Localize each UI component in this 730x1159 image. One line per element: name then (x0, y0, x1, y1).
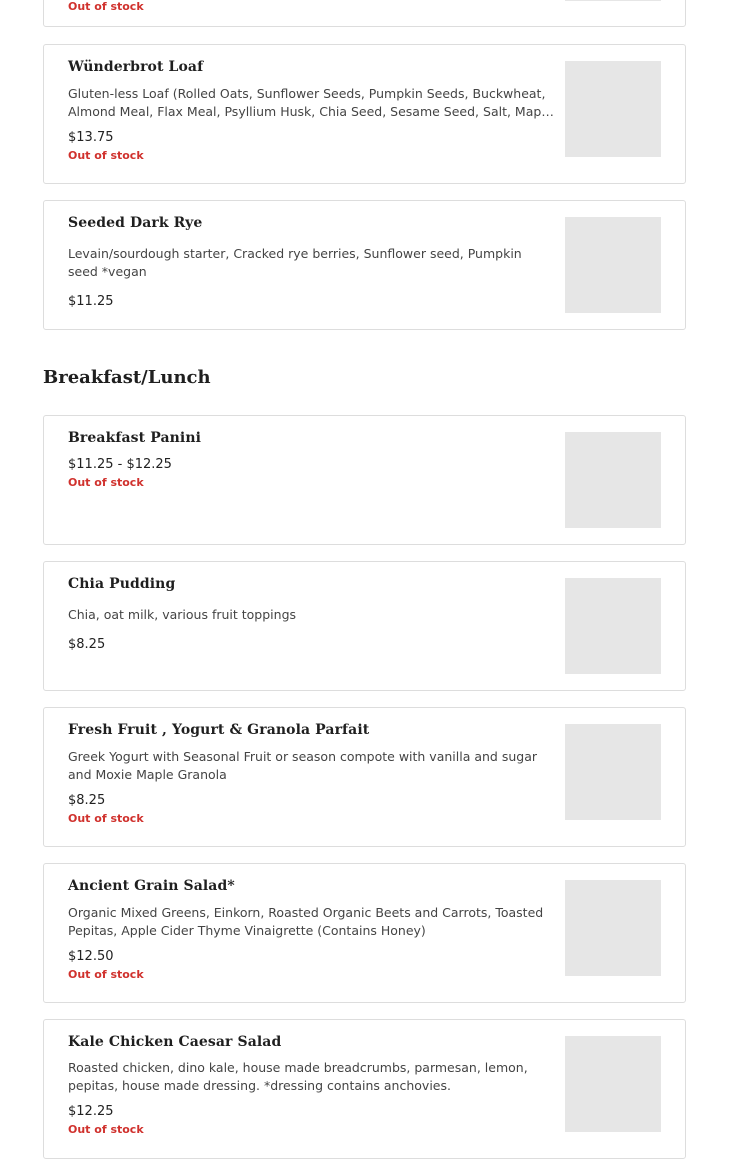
item-description: Levain/sourdough starter, Cracked rye berries, Sunflower seed, Pumpkin seed *vegan (68, 246, 522, 279)
item-name: Chia Pudding (68, 576, 176, 592)
item-price: $8.25 (68, 793, 106, 808)
item-name: Seeded Dark Rye (68, 215, 203, 231)
menu-item-card-kale-chicken-caesar-salad[interactable] (43, 1019, 686, 1159)
item-name: Wünderbrot Loaf (68, 59, 204, 75)
item-image-placeholder (565, 724, 661, 820)
menu-item-card-ancient-grain-salad[interactable] (43, 863, 686, 1003)
item-name: Breakfast Panini (68, 430, 202, 446)
item-name: Ancient Grain Salad* (68, 878, 235, 894)
item-price: $12.50 (68, 949, 114, 964)
item-image-placeholder (565, 1036, 661, 1132)
out-of-stock-label: Out of stock (68, 476, 144, 489)
menu-item-card-breakfast-panini[interactable] (43, 415, 686, 545)
item-image-placeholder (565, 0, 661, 1)
item-image-placeholder (565, 61, 661, 157)
out-of-stock-label: Out of stock (68, 149, 144, 162)
item-price: $12.25 (68, 1104, 114, 1119)
menu-item-card[interactable] (43, 0, 686, 27)
item-price: $13.75 (68, 130, 114, 145)
item-image-placeholder (565, 578, 661, 674)
item-description: Greek Yogurt with Seasonal Fruit or season compote with vanilla and sugar and Moxie Maple Granola (68, 749, 538, 782)
item-price: $8.25 (68, 637, 106, 652)
item-image-placeholder (565, 432, 661, 528)
item-description: Roasted chicken, dino kale, house made breadcrumbs, parmesan, lemon, pepitas, house made dressing. *dressing contains anchovies. (68, 1060, 528, 1093)
item-image-placeholder (565, 217, 661, 313)
item-description: Organic Mixed Greens, Einkorn, Roasted Organic Beets and Carrots, Toasted Pepitas, Apple Cider Thyme Vinaigrette (Contains Honey) (68, 905, 544, 938)
out-of-stock-label: Out of stock (68, 0, 144, 13)
item-description: Chia, oat milk, various fruit toppings (68, 607, 297, 622)
menu-item-card-wunderbrot-loaf[interactable] (43, 44, 686, 184)
menu-item-card-seeded-dark-rye[interactable] (43, 200, 686, 330)
menu-item-card-parfait[interactable] (43, 707, 686, 847)
item-name: Fresh Fruit , Yogurt & Granola Parfait (68, 722, 370, 738)
item-price: $11.25 (68, 294, 114, 309)
item-image-placeholder (565, 880, 661, 976)
out-of-stock-label: Out of stock (68, 1123, 144, 1136)
out-of-stock-label: Out of stock (68, 812, 144, 825)
item-price: $11.25 - $12.25 (68, 457, 172, 472)
section-title: Breakfast/Lunch (43, 367, 211, 388)
out-of-stock-label: Out of stock (68, 968, 144, 981)
item-description: Gluten-less Loaf (Rolled Oats, Sunflower Seeds, Pumpkin Seeds, Buckwheat, Almond Meal, Flax Meal, Psyllium Husk, Chia Seed, Sesame Seed, Salt, Maple (68, 86, 553, 119)
menu-item-card-chia-pudding[interactable] (43, 561, 686, 691)
item-name: Kale Chicken Caesar Salad (68, 1034, 282, 1050)
